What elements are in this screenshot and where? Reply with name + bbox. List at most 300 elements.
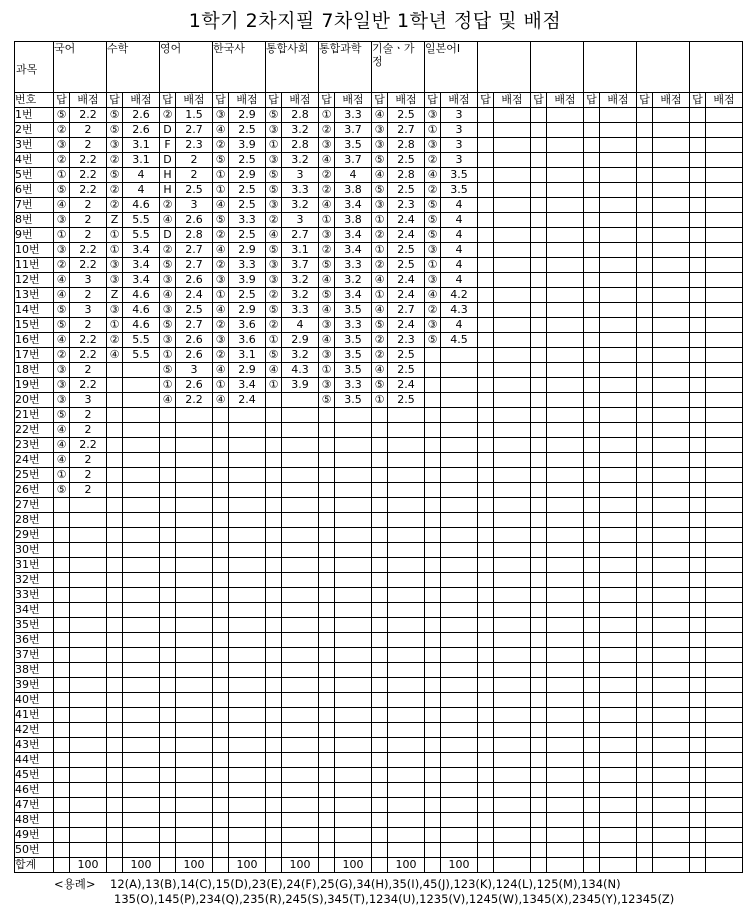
score-cell — [600, 168, 637, 183]
score-cell — [70, 708, 107, 723]
answer-cell — [690, 438, 706, 453]
score-cell — [441, 363, 478, 378]
answer-cell — [531, 213, 547, 228]
score-cell — [335, 483, 372, 498]
score-cell: 3.7 — [335, 123, 372, 138]
answer-cell — [372, 678, 388, 693]
answer-cell — [160, 663, 176, 678]
score-cell — [388, 708, 425, 723]
total-score-cell: 100 — [176, 858, 213, 873]
answer-cell — [478, 678, 494, 693]
answer-cell — [425, 348, 441, 363]
score-cell: 2.9 — [229, 243, 266, 258]
score-cell — [176, 843, 213, 858]
answer-cell — [584, 348, 600, 363]
score-cell — [123, 678, 160, 693]
score-cell — [229, 798, 266, 813]
score-cell — [441, 453, 478, 468]
answer-cell — [425, 543, 441, 558]
answer-cell — [478, 423, 494, 438]
score-cell — [70, 783, 107, 798]
answer-cell: ② — [213, 348, 229, 363]
question-number: 9번 — [15, 228, 54, 243]
score-header: 배점 — [229, 93, 266, 108]
answer-cell — [478, 573, 494, 588]
score-cell: 3.4 — [335, 198, 372, 213]
answer-cell — [478, 723, 494, 738]
score-cell — [706, 318, 743, 333]
score-cell: 3.5 — [335, 348, 372, 363]
score-cell — [441, 498, 478, 513]
table-row — [15, 843, 743, 858]
table-row — [15, 633, 743, 648]
score-cell — [494, 138, 531, 153]
score-cell — [494, 228, 531, 243]
answer-cell — [160, 423, 176, 438]
answer-cell: D — [160, 123, 176, 138]
score-header: 배점 — [494, 93, 531, 108]
score-cell — [653, 768, 690, 783]
score-cell: 2.2 — [70, 348, 107, 363]
score-cell — [282, 498, 319, 513]
answer-cell — [319, 618, 335, 633]
score-cell — [653, 783, 690, 798]
score-cell — [70, 723, 107, 738]
answer-cell — [584, 108, 600, 123]
score-cell — [547, 558, 584, 573]
table-row — [15, 708, 743, 723]
answer-cell — [372, 828, 388, 843]
answer-cell — [425, 768, 441, 783]
score-cell — [123, 453, 160, 468]
score-cell — [388, 753, 425, 768]
answer-cell — [690, 633, 706, 648]
score-cell: 1.5 — [176, 108, 213, 123]
answer-cell — [531, 168, 547, 183]
score-cell: 4 — [282, 318, 319, 333]
score-cell — [441, 438, 478, 453]
answer-cell — [690, 663, 706, 678]
answer-cell — [425, 678, 441, 693]
score-cell — [70, 528, 107, 543]
answer-cell: ② — [160, 243, 176, 258]
score-header: 배점 — [282, 93, 319, 108]
score-cell: 2.3 — [176, 138, 213, 153]
answer-cell — [478, 168, 494, 183]
question-number: 46번 — [15, 783, 54, 798]
answer-cell — [372, 603, 388, 618]
answer-cell: ④ — [213, 393, 229, 408]
score-cell — [706, 528, 743, 543]
answer-cell — [690, 333, 706, 348]
score-cell — [335, 693, 372, 708]
answer-cell — [372, 843, 388, 858]
answer-cell — [107, 798, 123, 813]
score-cell — [282, 663, 319, 678]
score-cell: 2.7 — [176, 243, 213, 258]
answer-cell — [160, 588, 176, 603]
answer-cell: ③ — [54, 393, 70, 408]
score-cell: 3.9 — [229, 273, 266, 288]
score-cell: 3 — [70, 303, 107, 318]
answer-header: 답 — [372, 93, 388, 108]
question-number: 27번 — [15, 498, 54, 513]
score-cell — [282, 723, 319, 738]
score-cell — [706, 693, 743, 708]
score-cell — [494, 393, 531, 408]
score-cell — [547, 438, 584, 453]
table-row — [15, 378, 743, 393]
score-cell: 3.3 — [229, 258, 266, 273]
answer-cell — [266, 678, 282, 693]
answer-cell — [531, 708, 547, 723]
score-cell — [388, 798, 425, 813]
score-cell — [494, 108, 531, 123]
answer-cell: ⑤ — [54, 318, 70, 333]
answer-cell — [213, 753, 229, 768]
answer-cell — [584, 213, 600, 228]
question-number: 36번 — [15, 633, 54, 648]
score-cell: 4 — [441, 318, 478, 333]
score-cell — [600, 108, 637, 123]
score-cell: 3 — [441, 123, 478, 138]
answer-cell — [425, 603, 441, 618]
answer-cell — [478, 303, 494, 318]
answer-cell — [531, 138, 547, 153]
question-number: 19번 — [15, 378, 54, 393]
answer-cell: ④ — [54, 438, 70, 453]
score-cell: 2.7 — [388, 123, 425, 138]
score-cell: 2.8 — [282, 108, 319, 123]
answer-cell — [690, 213, 706, 228]
answer-cell: ① — [107, 243, 123, 258]
answer-cell: ④ — [160, 288, 176, 303]
answer-cell — [319, 483, 335, 498]
answer-cell — [425, 738, 441, 753]
score-cell: 2 — [70, 483, 107, 498]
answer-cell — [531, 783, 547, 798]
answer-cell — [425, 798, 441, 813]
answer-cell — [690, 303, 706, 318]
score-cell — [706, 303, 743, 318]
answer-cell — [372, 633, 388, 648]
score-cell — [706, 123, 743, 138]
answer-cell — [213, 813, 229, 828]
answer-cell — [531, 723, 547, 738]
score-cell — [335, 558, 372, 573]
score-cell — [494, 318, 531, 333]
question-number: 29번 — [15, 528, 54, 543]
answer-cell — [637, 303, 653, 318]
score-cell — [229, 438, 266, 453]
score-cell — [600, 573, 637, 588]
answer-cell — [107, 528, 123, 543]
answer-cell — [478, 588, 494, 603]
score-cell — [600, 288, 637, 303]
score-cell — [653, 213, 690, 228]
score-cell — [441, 663, 478, 678]
answer-cell: ① — [266, 378, 282, 393]
answer-cell — [54, 603, 70, 618]
answer-cell — [690, 483, 706, 498]
score-cell: 2.6 — [176, 273, 213, 288]
score-cell: 2.4 — [388, 318, 425, 333]
answer-header: 답 — [266, 93, 282, 108]
score-cell — [494, 573, 531, 588]
score-cell — [176, 633, 213, 648]
answer-cell: ① — [54, 468, 70, 483]
answer-cell — [372, 753, 388, 768]
score-cell: 3 — [70, 393, 107, 408]
answer-cell — [319, 573, 335, 588]
score-cell — [547, 153, 584, 168]
score-cell: 2.2 — [70, 378, 107, 393]
score-cell — [706, 513, 743, 528]
answer-cell — [160, 723, 176, 738]
answer-cell — [690, 258, 706, 273]
score-cell: 4.6 — [123, 318, 160, 333]
answer-cell: ③ — [319, 318, 335, 333]
answer-cell — [107, 393, 123, 408]
score-cell — [494, 153, 531, 168]
question-number: 42번 — [15, 723, 54, 738]
score-cell — [706, 453, 743, 468]
total-answer-cell — [266, 858, 282, 873]
answer-cell — [584, 498, 600, 513]
answer-cell — [107, 693, 123, 708]
score-cell — [653, 153, 690, 168]
answer-cell: D — [160, 228, 176, 243]
score-cell: 2.2 — [70, 258, 107, 273]
score-cell — [123, 468, 160, 483]
answer-cell — [266, 393, 282, 408]
answer-cell — [531, 648, 547, 663]
score-cell — [282, 828, 319, 843]
score-cell — [282, 738, 319, 753]
score-cell — [388, 528, 425, 543]
answer-cell — [213, 558, 229, 573]
score-cell — [547, 213, 584, 228]
score-cell — [706, 213, 743, 228]
answer-cell — [213, 498, 229, 513]
score-cell: 4 — [123, 183, 160, 198]
score-cell: 4.3 — [441, 303, 478, 318]
answer-cell — [531, 198, 547, 213]
answer-cell: ⑤ — [266, 348, 282, 363]
total-answer-cell — [319, 858, 335, 873]
score-header: 배점 — [335, 93, 372, 108]
score-cell — [653, 633, 690, 648]
score-cell — [494, 828, 531, 843]
score-cell — [441, 558, 478, 573]
score-cell — [547, 363, 584, 378]
answer-header: 답 — [478, 93, 494, 108]
score-cell — [335, 648, 372, 663]
answer-cell — [637, 528, 653, 543]
answer-cell — [690, 453, 706, 468]
score-cell — [335, 573, 372, 588]
score-cell: 2.6 — [176, 213, 213, 228]
answer-cell — [478, 348, 494, 363]
answer-cell — [478, 198, 494, 213]
answer-cell — [690, 348, 706, 363]
score-cell — [547, 813, 584, 828]
answer-cell — [160, 543, 176, 558]
score-cell — [653, 708, 690, 723]
score-cell: 4.6 — [123, 303, 160, 318]
score-cell — [706, 648, 743, 663]
answer-cell — [531, 483, 547, 498]
answer-cell — [637, 768, 653, 783]
answer-cell — [425, 408, 441, 423]
answer-cell — [531, 363, 547, 378]
score-cell — [706, 363, 743, 378]
score-cell — [547, 333, 584, 348]
answer-cell — [478, 768, 494, 783]
answer-cell: ④ — [54, 453, 70, 468]
score-cell — [441, 588, 478, 603]
answer-cell — [478, 498, 494, 513]
score-cell — [494, 363, 531, 378]
answer-cell — [372, 543, 388, 558]
score-cell — [547, 138, 584, 153]
score-cell — [229, 663, 266, 678]
subject-row-label: 과목 — [15, 42, 54, 93]
score-cell — [494, 738, 531, 753]
score-cell: 2.7 — [176, 318, 213, 333]
question-number: 7번 — [15, 198, 54, 213]
score-cell — [600, 603, 637, 618]
score-header: 배점 — [70, 93, 107, 108]
answer-cell — [584, 783, 600, 798]
answer-cell — [266, 558, 282, 573]
answer-cell — [531, 738, 547, 753]
answer-cell — [690, 408, 706, 423]
question-number: 23번 — [15, 438, 54, 453]
answer-cell — [266, 798, 282, 813]
table-row — [15, 213, 743, 228]
score-cell — [229, 498, 266, 513]
score-header: 배점 — [441, 93, 478, 108]
score-cell — [600, 528, 637, 543]
score-cell — [388, 468, 425, 483]
answer-cell — [107, 453, 123, 468]
score-cell: 2 — [70, 423, 107, 438]
answer-cell — [266, 753, 282, 768]
answer-cell — [584, 363, 600, 378]
question-number: 44번 — [15, 753, 54, 768]
score-cell: 2.2 — [176, 393, 213, 408]
score-cell — [653, 333, 690, 348]
answer-cell — [372, 483, 388, 498]
answer-cell — [160, 753, 176, 768]
answer-cell — [531, 618, 547, 633]
answer-cell — [531, 393, 547, 408]
score-cell — [441, 783, 478, 798]
answer-cell: ① — [319, 363, 335, 378]
score-cell — [600, 513, 637, 528]
answer-cell — [160, 633, 176, 648]
score-cell — [441, 753, 478, 768]
answer-cell: ② — [372, 333, 388, 348]
answer-cell: ③ — [372, 138, 388, 153]
answer-cell: ③ — [160, 303, 176, 318]
score-cell — [706, 333, 743, 348]
score-cell — [282, 423, 319, 438]
answer-cell: ④ — [213, 363, 229, 378]
answer-cell — [213, 513, 229, 528]
score-cell — [176, 783, 213, 798]
answer-cell — [637, 183, 653, 198]
answer-cell — [54, 813, 70, 828]
score-cell — [335, 753, 372, 768]
question-number: 31번 — [15, 558, 54, 573]
score-cell — [123, 783, 160, 798]
table-row — [15, 468, 743, 483]
answer-header: 답 — [213, 93, 229, 108]
question-number: 11번 — [15, 258, 54, 273]
answer-cell — [531, 603, 547, 618]
score-cell — [335, 798, 372, 813]
score-cell — [706, 543, 743, 558]
answer-cell — [584, 258, 600, 273]
legend-codes-1: 12(A),13(B),14(C),15(D),23(E),24(F),25(G),34(H),35(I),45(J),123(K),124(L),125(M),134(N) — [110, 877, 621, 891]
answer-cell — [478, 153, 494, 168]
score-cell: 4 — [441, 198, 478, 213]
total-answer-cell — [531, 858, 547, 873]
answer-cell — [478, 288, 494, 303]
score-cell — [229, 678, 266, 693]
score-cell — [653, 348, 690, 363]
answer-cell: ③ — [425, 273, 441, 288]
score-cell: 3.1 — [229, 348, 266, 363]
score-cell — [229, 483, 266, 498]
question-number: 6번 — [15, 183, 54, 198]
score-cell — [229, 633, 266, 648]
score-cell — [494, 498, 531, 513]
table-row — [15, 753, 743, 768]
question-number: 35번 — [15, 618, 54, 633]
score-cell — [653, 573, 690, 588]
answer-header: 답 — [584, 93, 600, 108]
answer-cell: ⑤ — [266, 303, 282, 318]
score-cell: 2.2 — [70, 108, 107, 123]
score-cell — [706, 258, 743, 273]
score-cell — [600, 123, 637, 138]
answer-cell — [160, 678, 176, 693]
table-row — [15, 333, 743, 348]
answer-cell — [425, 588, 441, 603]
answer-cell — [107, 438, 123, 453]
score-cell — [123, 663, 160, 678]
answer-cell: ⑤ — [213, 153, 229, 168]
score-cell — [388, 738, 425, 753]
score-cell — [176, 588, 213, 603]
answer-cell — [637, 408, 653, 423]
score-cell — [706, 798, 743, 813]
score-cell — [653, 618, 690, 633]
answer-cell — [637, 558, 653, 573]
answer-cell: ③ — [213, 273, 229, 288]
answer-cell — [372, 738, 388, 753]
score-cell: 2.8 — [388, 168, 425, 183]
answer-table — [14, 41, 743, 873]
score-cell — [600, 558, 637, 573]
answer-cell — [478, 483, 494, 498]
answer-cell — [107, 573, 123, 588]
score-cell — [547, 483, 584, 498]
legend-line-1 — [14, 877, 744, 892]
